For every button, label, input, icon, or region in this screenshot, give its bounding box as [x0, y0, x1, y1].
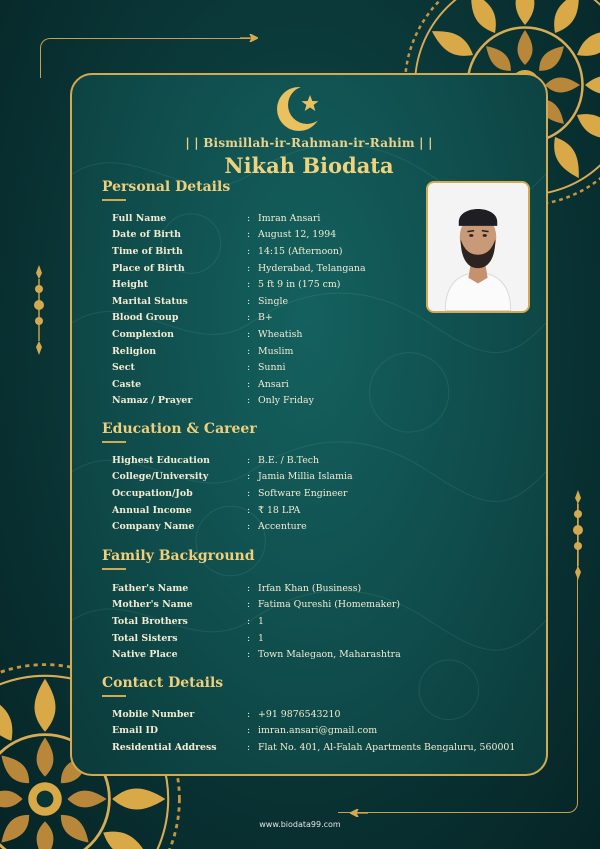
detail-label: Caste	[112, 378, 142, 390]
detail-value: 5 ft 9 in (175 cm)	[258, 279, 341, 291]
detail-row	[112, 310, 366, 327]
side-ornament-icon	[32, 265, 46, 355]
separator: :	[247, 632, 251, 644]
arrow-ornament-icon	[240, 34, 258, 42]
detail-value: Flat No. 401, Al-Falah Apartments Bengaluru, 560001	[258, 741, 516, 753]
detail-label: Occupation/Job	[112, 487, 193, 499]
crescent-star-icon	[277, 85, 327, 133]
detail-label: Place of Birth	[112, 262, 185, 274]
contact-details-list	[112, 706, 515, 756]
education-details-list	[112, 452, 353, 535]
separator: :	[247, 725, 251, 737]
detail-row	[112, 646, 401, 663]
detail-label: Blood Group	[112, 312, 179, 324]
detail-row	[112, 210, 366, 227]
detail-row	[112, 518, 353, 535]
separator: :	[247, 504, 251, 516]
detail-label: College/University	[112, 471, 209, 483]
detail-row	[112, 376, 366, 393]
arrow-ornament-icon	[350, 809, 368, 817]
detail-row	[112, 243, 366, 260]
separator: :	[247, 582, 251, 594]
detail-label: Company Name	[112, 521, 195, 533]
detail-value: August 12, 1994	[258, 229, 337, 241]
detail-row	[112, 260, 366, 277]
separator: :	[247, 245, 251, 257]
separator: :	[247, 229, 251, 241]
separator: :	[247, 328, 251, 340]
detail-row	[112, 452, 353, 469]
profile-photo	[426, 181, 530, 313]
detail-label: Father's Name	[112, 582, 189, 594]
detail-value: Jamia Millia Islamia	[258, 471, 353, 483]
section-underline	[102, 441, 126, 443]
detail-value: Sunni	[258, 362, 286, 374]
detail-value: Fatima Qureshi (Homemaker)	[258, 599, 401, 611]
detail-value: Single	[258, 295, 289, 307]
detail-value: ₹ 18 LPA	[258, 504, 301, 516]
separator: :	[247, 708, 251, 720]
detail-label: Sect	[112, 362, 135, 374]
separator: :	[247, 212, 251, 224]
detail-row	[112, 276, 366, 293]
detail-value: Hyderabad, Telangana	[258, 262, 366, 274]
detail-value: Only Friday	[258, 395, 314, 407]
detail-label: Annual Income	[112, 504, 192, 516]
detail-label: Height	[112, 279, 149, 291]
detail-row	[112, 502, 353, 519]
bismillah-heading: | | Bismillah-ir-Rahman-ir-Rahim | |	[185, 136, 433, 150]
detail-row	[112, 706, 515, 723]
separator: :	[247, 279, 251, 291]
biodata-card	[70, 73, 548, 776]
detail-row	[112, 393, 366, 410]
detail-row	[112, 343, 366, 360]
person-portrait-icon	[428, 183, 528, 311]
detail-label: Email ID	[112, 725, 159, 737]
detail-label: Native Place	[112, 649, 178, 661]
detail-row	[112, 597, 401, 614]
detail-value: B.E. / B.Tech	[258, 454, 320, 466]
detail-label: Complexion	[112, 328, 174, 340]
separator: :	[247, 649, 251, 661]
section-title-education: Education & Career	[102, 421, 257, 437]
separator: :	[247, 599, 251, 611]
section-title-contact: Contact Details	[102, 675, 224, 691]
detail-row	[112, 739, 515, 756]
detail-row	[112, 359, 366, 376]
detail-label: Date of Birth	[112, 229, 181, 241]
detail-label: Marital Status	[112, 295, 188, 307]
section-underline	[102, 568, 126, 570]
detail-value: imran.ansari@gmail.com	[258, 725, 378, 737]
separator: :	[247, 362, 251, 374]
separator: :	[247, 295, 251, 307]
detail-label: Highest Education	[112, 454, 210, 466]
separator: :	[247, 615, 251, 627]
detail-row	[112, 293, 366, 310]
detail-value: 1	[258, 632, 264, 644]
detail-value: +91 9876543210	[258, 708, 341, 720]
detail-row	[112, 613, 401, 630]
separator: :	[247, 378, 251, 390]
detail-row	[112, 630, 401, 647]
detail-label: Namaz / Prayer	[112, 395, 193, 407]
detail-value: Software Engineer	[258, 487, 348, 499]
detail-value: Wheatish	[258, 328, 303, 340]
separator: :	[247, 454, 251, 466]
detail-label: Religion	[112, 345, 157, 357]
detail-label: Residential Address	[112, 741, 217, 753]
side-ornament-icon	[571, 490, 585, 580]
detail-label: Total Sisters	[112, 632, 178, 644]
page-title: Nikah Biodata	[224, 153, 394, 178]
detail-label: Mobile Number	[112, 708, 195, 720]
detail-value: 1	[258, 615, 264, 627]
section-underline	[102, 695, 126, 697]
footer-website: www.biodata99.com	[259, 820, 341, 829]
detail-row	[112, 227, 366, 244]
separator: :	[247, 521, 251, 533]
detail-value: Irfan Khan (Business)	[258, 582, 362, 594]
separator: :	[247, 395, 251, 407]
separator: :	[247, 262, 251, 274]
separator: :	[247, 741, 251, 753]
detail-value: Muslim	[258, 345, 294, 357]
section-underline	[102, 199, 126, 201]
detail-value: Accenture	[258, 521, 307, 533]
detail-row	[112, 485, 353, 502]
detail-row	[112, 326, 366, 343]
family-details-list	[112, 580, 401, 663]
section-title-family: Family Background	[102, 548, 255, 564]
detail-label: Time of Birth	[112, 245, 183, 257]
personal-details-list	[112, 210, 366, 409]
detail-label: Full Name	[112, 212, 167, 224]
detail-row	[112, 580, 401, 597]
frame-line	[40, 38, 250, 78]
separator: :	[247, 487, 251, 499]
separator: :	[247, 312, 251, 324]
detail-value: 14:15 (Afternoon)	[258, 245, 343, 257]
detail-value: Town Malegaon, Maharashtra	[258, 649, 401, 661]
detail-label: Total Brothers	[112, 615, 188, 627]
detail-value: Ansari	[258, 378, 289, 390]
separator: :	[247, 471, 251, 483]
detail-row	[112, 723, 515, 740]
detail-value: B+	[258, 312, 273, 324]
detail-label: Mother's Name	[112, 599, 193, 611]
detail-row	[112, 469, 353, 486]
section-title-personal: Personal Details	[102, 179, 231, 195]
separator: :	[247, 345, 251, 357]
detail-value: Imran Ansari	[258, 212, 321, 224]
